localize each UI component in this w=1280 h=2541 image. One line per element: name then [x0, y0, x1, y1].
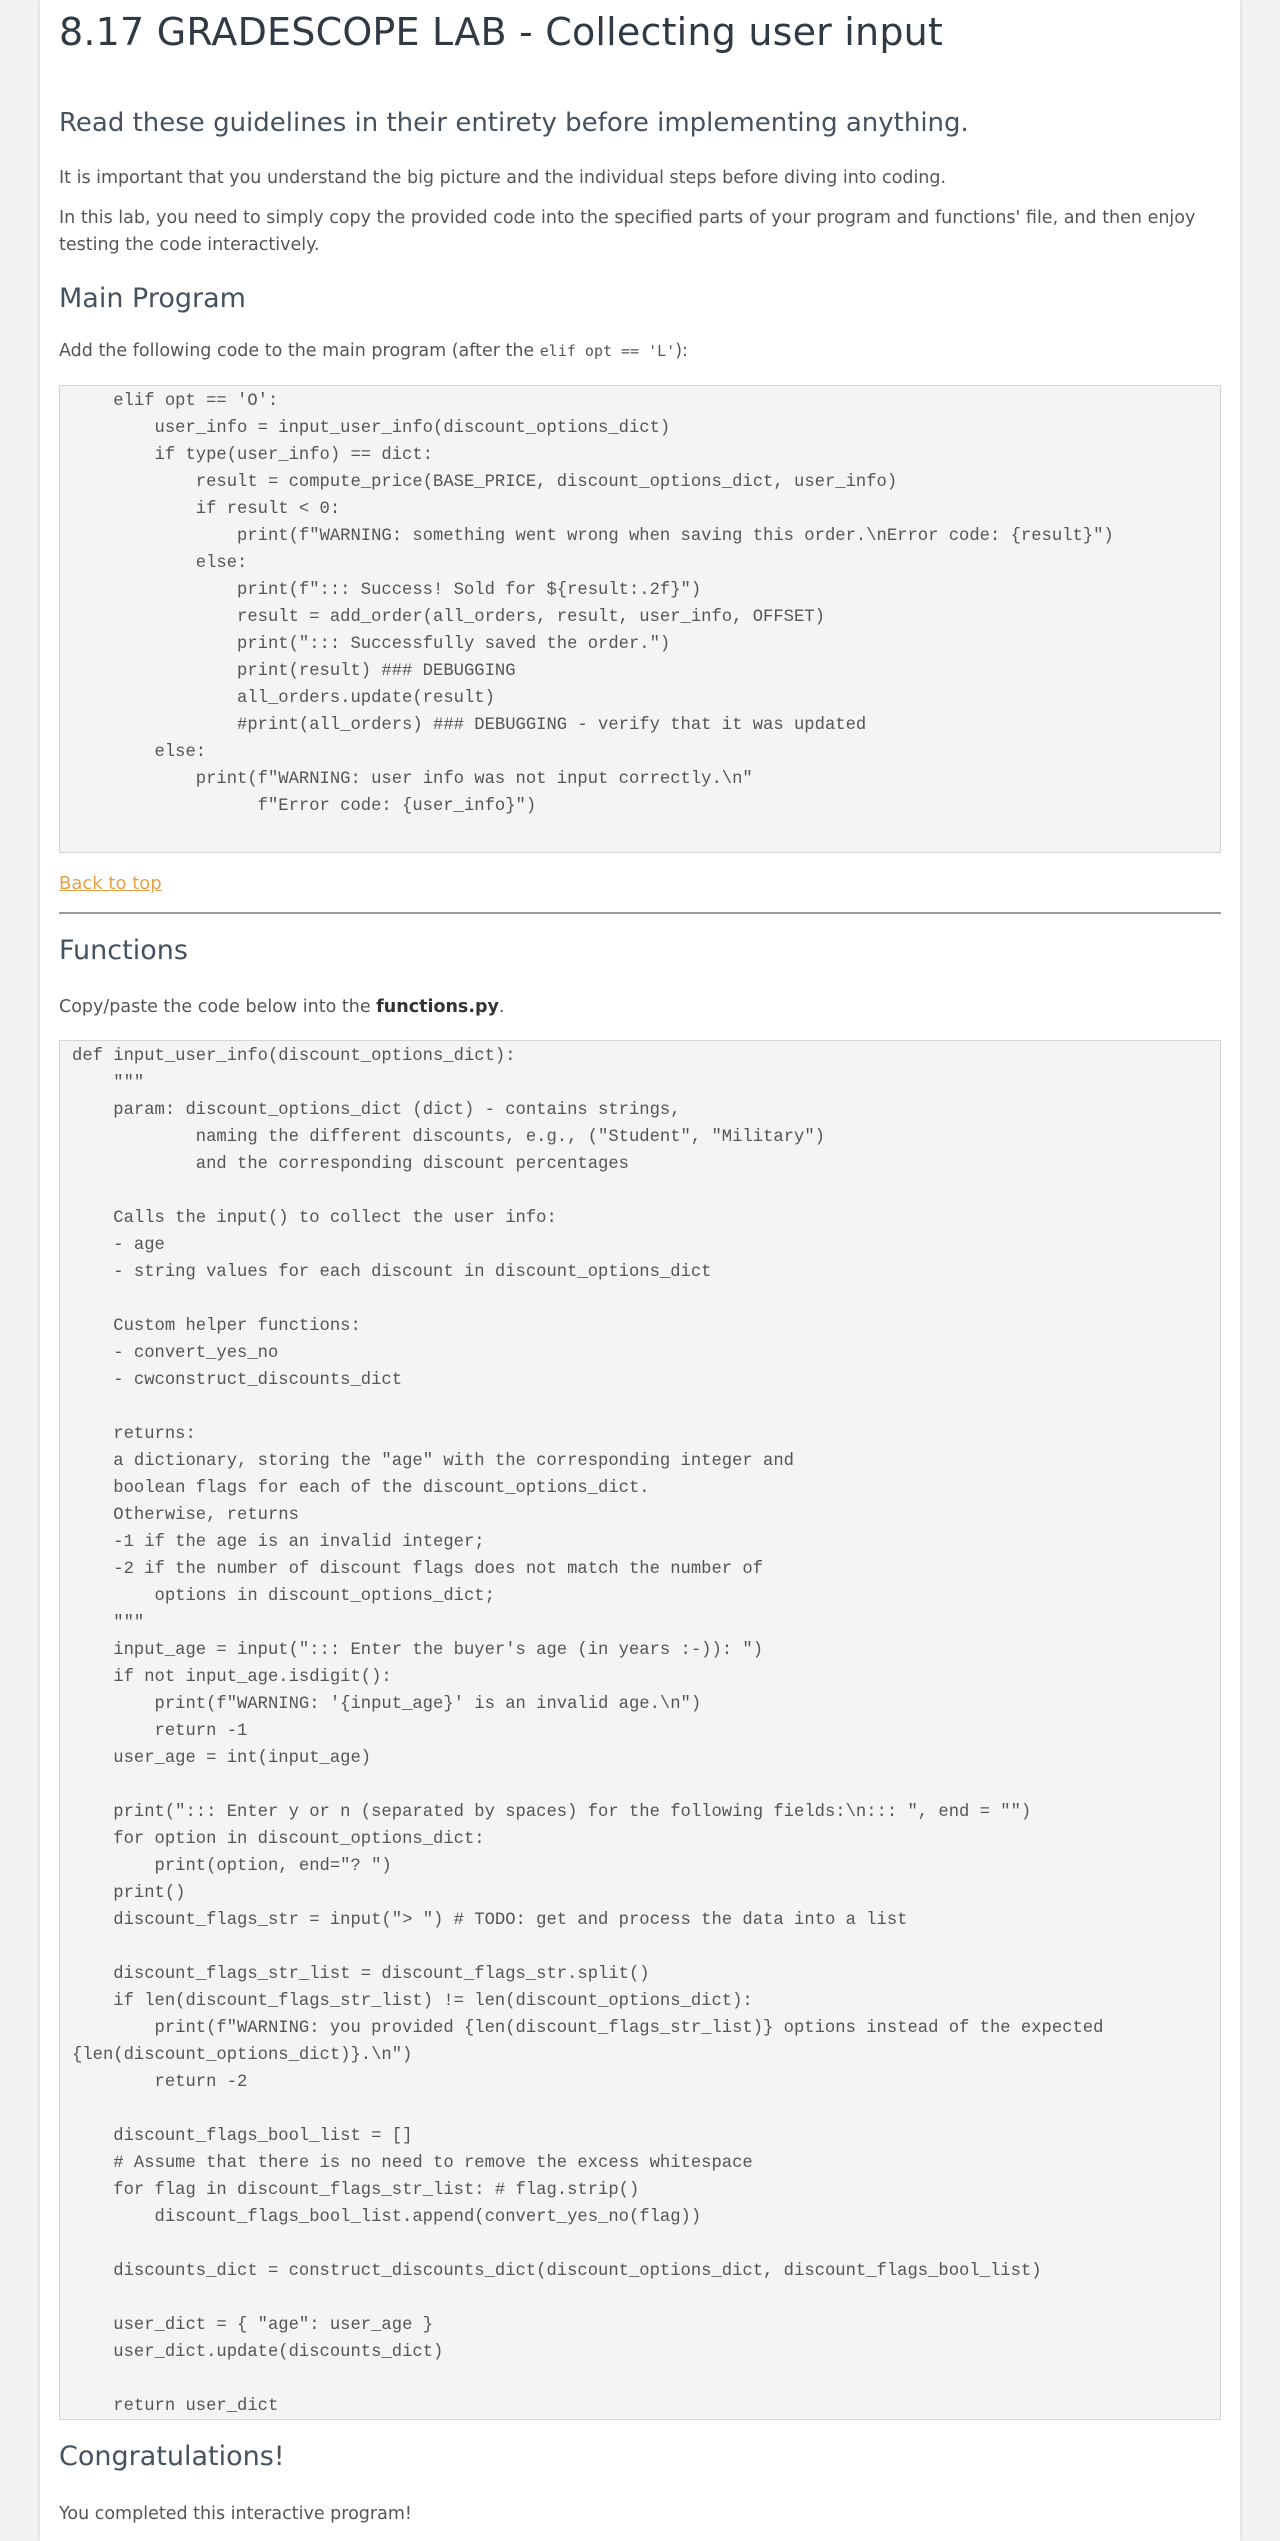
section-divider	[59, 912, 1221, 914]
intro-paragraph-2: In this lab, you need to simply copy the provided code into the specified parts of your program and functions' file, and then enjoy testing the code interactively.	[59, 208, 1196, 255]
main-program-instruction	[59, 338, 1221, 365]
page-title: 8.17 GRADESCOPE LAB - Collecting user input	[59, 10, 944, 54]
lead-heading: Read these guidelines in their entirety before implementing anything.	[59, 108, 969, 138]
intro-paragraph-1: It is important that you understand the big picture and the individual steps before diving into coding.	[59, 168, 947, 188]
filename-bold: functions.py	[376, 997, 499, 1017]
main-program-code-block[interactable]: elif opt == 'O': user_info = input_user_info(discount_options_dict) if type(user_info) == dict: result = compute_price(BASE_PRICE, discount_options_dict, user_info) if result < 0: print(f"WARNING: something went wrong when saving this order.\nError code: {result}") else: print(f"::: Success! Sold for ${result:.2f}") result = add_order(all_orders, result, user_info, OFFSET) print("::: Successfully saved the order.") print(result) ### DEBUGGING all_orders.update(result) #print(all_orders) ### DEBUGGING - verify that it was updated else: print(f"WARNING: user info was not input correctly.\n" f"Error code: {user_info}")	[59, 385, 1221, 853]
completion-message: You completed this interactive program!	[59, 2504, 412, 2524]
instruction-suffix: ):	[675, 341, 688, 361]
functions-heading: Functions	[59, 935, 188, 966]
inline-code: elif opt == 'L'	[539, 342, 676, 360]
content-page	[40, 0, 1240, 2541]
main-program-heading: Main Program	[59, 283, 246, 314]
functions-code-block[interactable]: def input_user_info(discount_options_dict): """ param: discount_options_dict (dict) - contains strings, naming the different discounts, e.g., ("Student", "Military") and the corresponding discount percentages Calls the input() to collect the user info: - age - string values for each discount in discount_options_dict Custom helper functions: - convert_yes_no - cwconstruct_discounts_dict returns: a dictionary, storing the "age" with the corresponding integer and boolean flags for each of the discount_options_dict. Otherwise, returns -1 if the age is an invalid integer; -2 if the number of discount flags does not match the number of options in discount_options_dict; """ input_age = input("::: Enter the buyer's age (in years :-)): ") if not input_age.isdigit(): print(f"WARNING: '{input_age}' is an invalid age.\n") return -1 user_age = int(input_age) print("::: Enter y or n (separated by spaces) for the following fields:\n::: ", end = "") for option in discount_options_dict: print(option, end="? ") print() discount_flags_str = input("> ") # TODO: get and process the data into a list discount_flags_str_list = discount_flags_str.split() if len(discount_flags_str_list) != len(discount_options_dict): print(f"WARNING: you provided {len(discount_flags_str_list)} options instead of the expected {len(discount_options_dict)}.\n") return -2 discount_flags_bool_list = [] # Assume that there is no need to remove the excess whitespace for flag in discount_flags_str_list: # flag.strip() discount_flags_bool_list.append(convert_yes_no(flag)) discounts_dict = construct_discounts_dict(discount_options_dict, discount_flags_bool_list) user_dict = { "age": user_age } user_dict.update(discounts_dict) return user_dict	[59, 1040, 1221, 2420]
instruction-prefix: Add the following code to the main program (after the	[59, 341, 540, 361]
congratulations-heading: Congratulations!	[59, 2441, 285, 2472]
functions-instruction	[59, 994, 1221, 1021]
instruction-suffix: .	[498, 997, 505, 1017]
instruction-prefix: Copy/paste the code below into the	[59, 997, 377, 1017]
back-to-top-link[interactable]: Back to top	[59, 873, 162, 894]
